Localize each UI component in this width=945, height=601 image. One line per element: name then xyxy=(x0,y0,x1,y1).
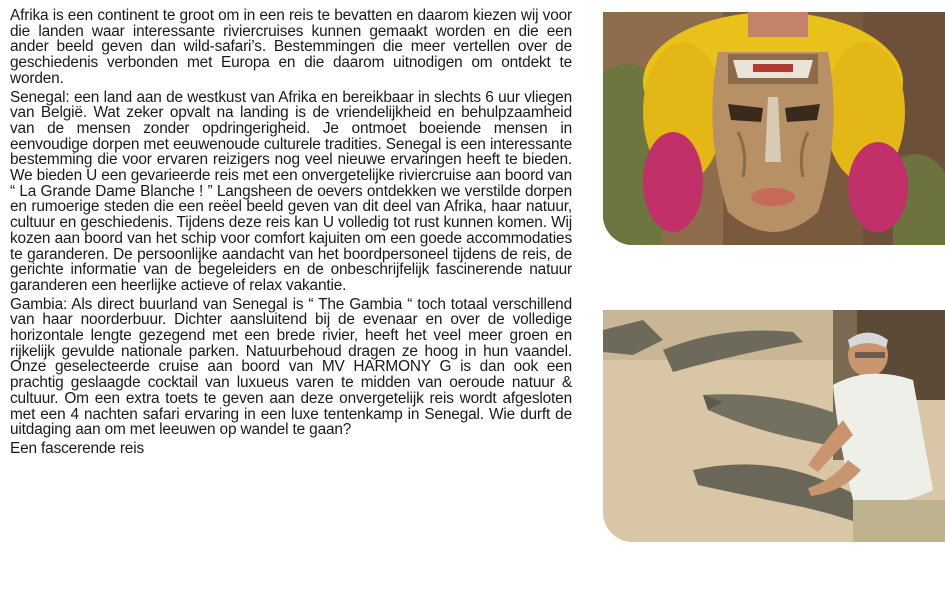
closing-paragraph: Een fascerende reis xyxy=(10,439,145,457)
crocodile-photo xyxy=(603,310,945,542)
senegal-paragraph: Senegal: een land aan de westkust van Afrika en bereikbaar in slechts 6 uur vliegen van België. Wat zeker opvalt na landing is de vriendelijkheid en behulpzaamheid van de mensen zonder opdringerigheid. Je ontmoet boeiende mensen in eenvoudige dorpen met eeuwenoude culturele tradities. Senegal is een interessante bestemming die voor ervaren reizigers nog veel nieuwe ervaringen heeft te bieden. We bieden U een gevarieerde reis met een onvergetelijke riviercruise aan boord van “ La Grande Dame Blanche ! ” Langsheen de oevers ontdekken we verstilde dorpen en rumoerige steden die een reëel beeld geven van dit deel van Afrika, haar natuur, cultuur en geschiedenis. Tijdens deze reis kan U volledig tot rust kunnen komen. Wij kozen aan boord van het schip voor comfort kajuiten om een goede accommodaties te garanderen. De persoonlijke aandacht van het boordpersoneel tijdens de reis, de gerichte informatie van de begeleiders en de onbeschrijfelijk fascinerende natuur garanderen een heerlijke actieve of relax vakantie. xyxy=(10,88,572,294)
mask-photo xyxy=(603,12,945,245)
article-text xyxy=(10,8,572,601)
mask-illustration xyxy=(603,12,945,245)
gambia-paragraph: Gambia: Als direct buurland van Senegal is “ The Gambia “ toch totaal verschillend van haar noorderbuur. Dichter aansluitend bij de evenaar en over de volledige horizontale lengte gezegend met een brede rivier, heeft het veel meer groen en rijkelijk gevulde nationale parken. Natuurbehoud dragen ze hoog in hun vaandel. Onze geselecteerde cruise aan boord van MV HARMONY G is dan ook een prachtig geslaagde cocktail van luxueus varen te midden van oeroude natuur & cultuur. Om een extra toets te geven aan deze onvergetelijk reis wordt afgesloten met een 4 nachten safari ervaring in een luxe tentenkamp in Senegal. Wie durft de uitdaging aan om met leeuwen op wandel te gaan? xyxy=(10,295,572,439)
intro-paragraph: Afrika is een continent te groot om in een reis te bevatten en daarom kiezen wij voor die landen waar interessante riviercruises kunnen gemaakt worden en die een ander beeld geven dan wild-safari’s. Bestemmingen die meer vertellen over de geschiedenis verbonden met Europa en die daarom uitnodigen om ontdekt te worden. xyxy=(10,8,572,87)
crocodile-illustration xyxy=(603,310,945,542)
